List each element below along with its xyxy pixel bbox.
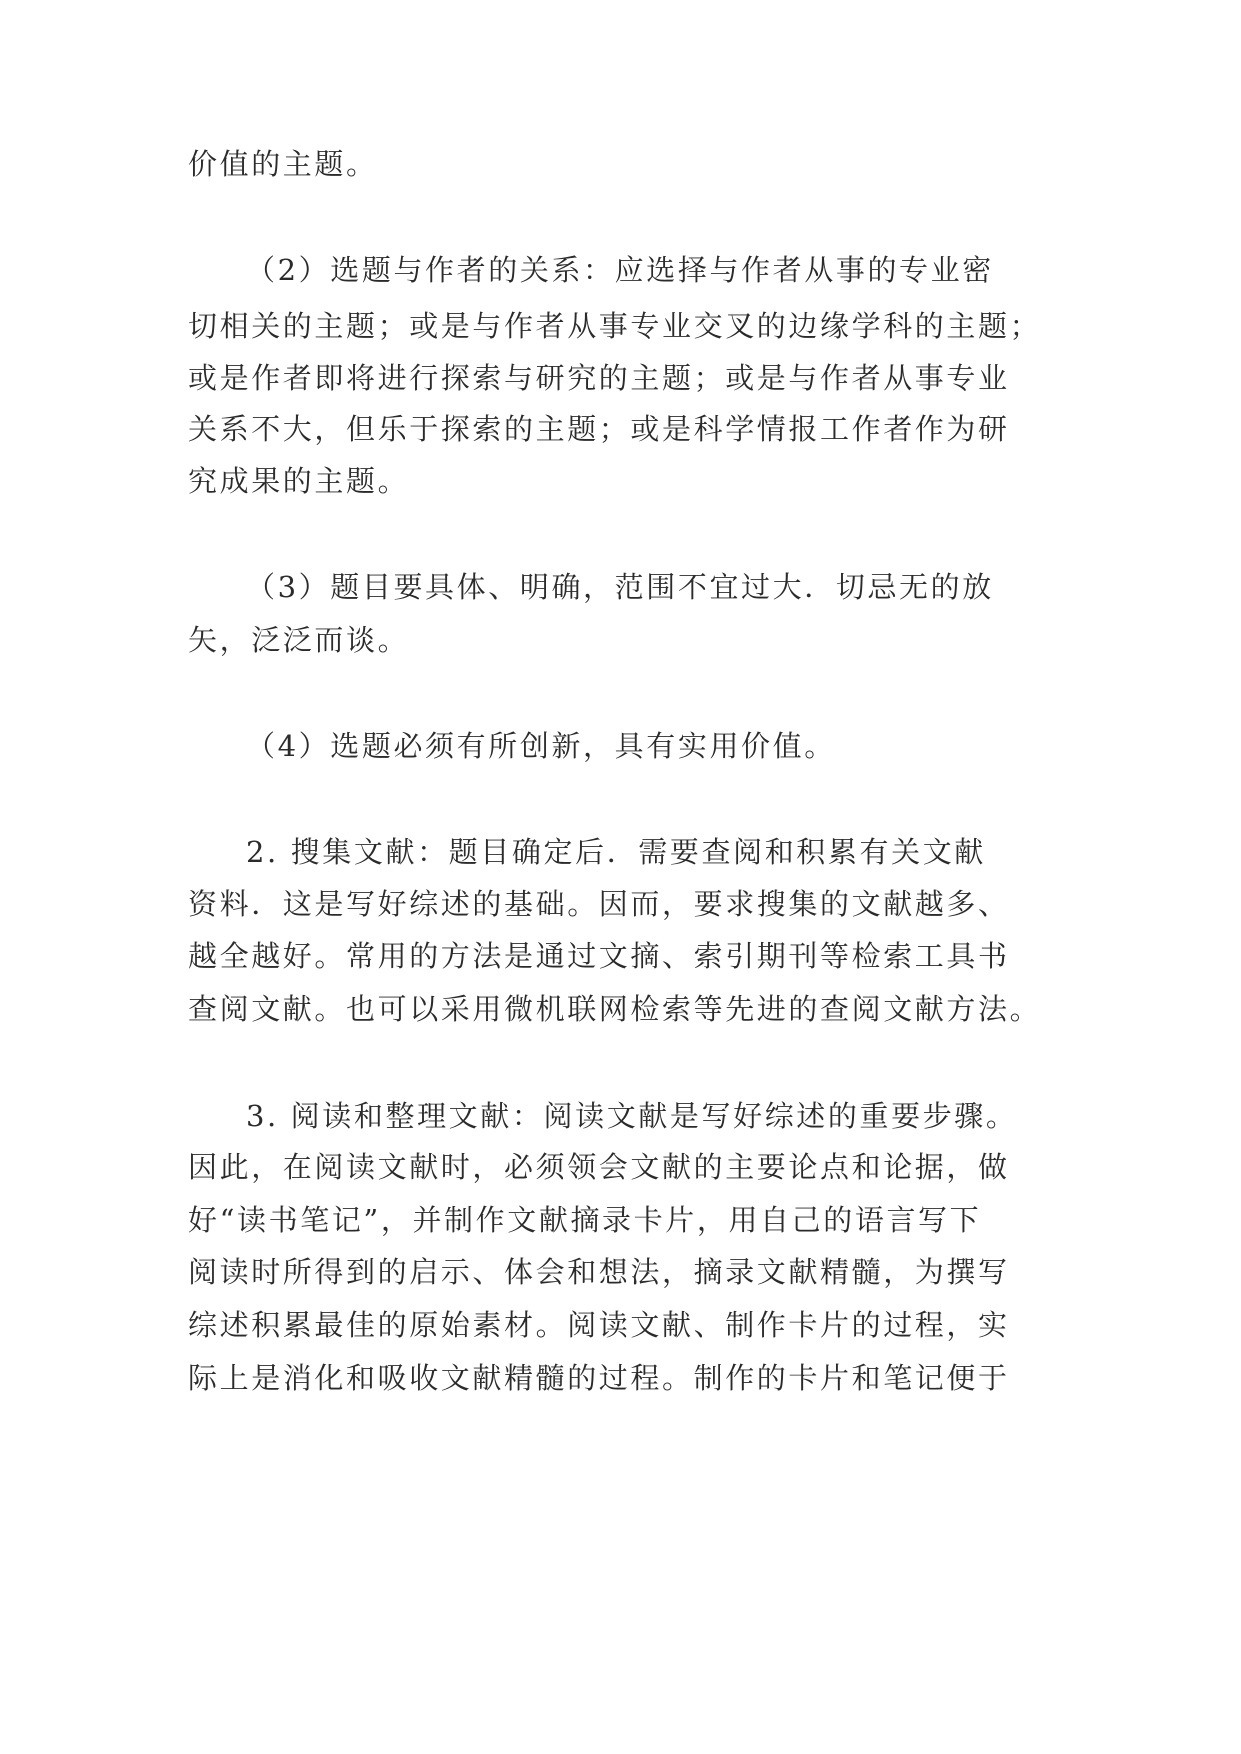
paragraph-line: 关系不大，但乐于探索的主题；或是科学情报工作者作为研 [188, 412, 1010, 446]
paragraph-line: 因此，在阅读文献时，必须领会文献的主要论点和论据，做 [188, 1150, 1010, 1184]
paragraph-line: 综述积累最佳的原始素材。阅读文献、制作卡片的过程，实 [188, 1308, 1010, 1342]
paragraph-line: （2）选题与作者的关系：应选择与作者从事的专业密 [246, 253, 994, 287]
paragraph-line: 或是作者即将进行探索与研究的主题；或是与作者从事专业 [188, 361, 1010, 395]
paragraph-line: 际上是消化和吸收文献精髓的过程。制作的卡片和笔记便于 [188, 1361, 1010, 1395]
paragraph-line: 3. 阅读和整理文献：阅读文献是写好综述的重要步骤。 [246, 1099, 1018, 1133]
paragraph-line: 查阅文献。也可以采用微机联网检索等先进的查阅文献方法。 [188, 992, 1042, 1026]
paragraph-line: 好“读书笔记”，并制作文献摘录卡片，用自己的语言写下 [188, 1203, 982, 1237]
paragraph-line: （4）选题必须有所创新，具有实用价值。 [246, 729, 836, 763]
paragraph-line: 阅读时所得到的启示、体会和想法，摘录文献精髓，为撰写 [188, 1255, 1010, 1289]
paragraph-line: （3）题目要具体、明确，范围不宜过大．切忌无的放 [246, 570, 994, 604]
paragraph-line: 越全越好。常用的方法是通过文摘、索引期刊等检索工具书 [188, 939, 1010, 973]
paragraph-line: 价值的主题。 [188, 147, 378, 181]
paragraph-line: 2. 搜集文献：题目确定后．需要查阅和积累有关文献 [246, 835, 986, 869]
paragraph-line: 究成果的主题。 [188, 464, 410, 498]
paragraph-line: 矢，泛泛而谈。 [188, 623, 410, 657]
paragraph-line: 切相关的主题；或是与作者从事专业交叉的边缘学科的主题； [188, 309, 1042, 343]
paragraph-line: 资料．这是写好综述的基础。因而，要求搜集的文献越多、 [188, 887, 1010, 921]
